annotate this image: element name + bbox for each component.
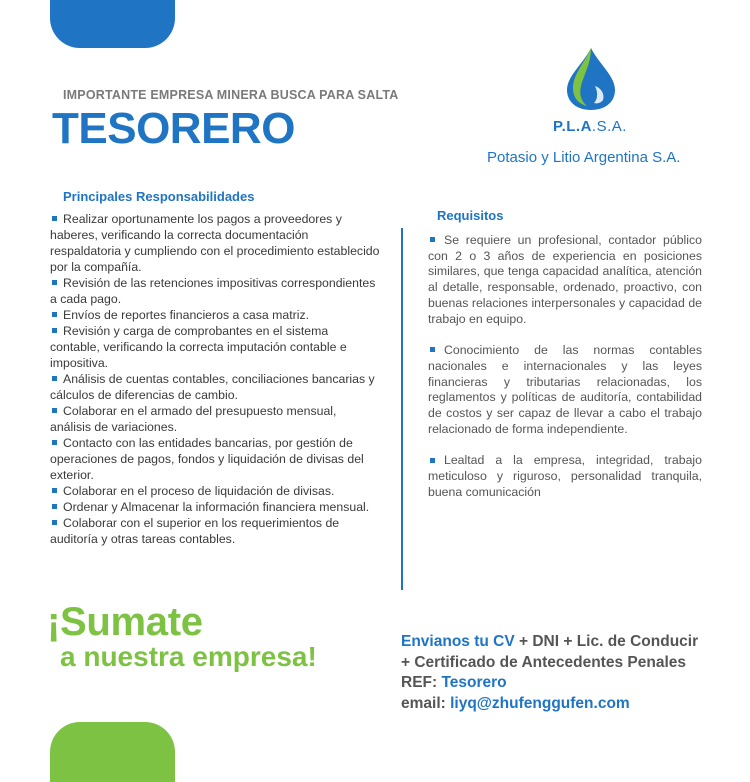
send-cv-highlight: Envianos tu CV [401,633,515,650]
list-item: Envíos de reportes financieros a casa matriz. [50,307,380,323]
column-divider [401,228,403,590]
ref-value: Tesorero [441,674,507,691]
bullet-icon [52,328,57,333]
job-title: TESORERO [52,104,295,153]
bullet-icon [52,504,57,509]
logo-name-rest: .S.A. [591,118,627,135]
contact-line-certificate: + Certificado de Antecedentes Penales [401,653,686,671]
list-item: Colaborar en el proceso de liquidación de divisas. [50,483,380,499]
contact-line-send [401,632,698,653]
bullet-icon [52,280,57,285]
responsibilities-list [50,211,380,547]
top-decoration-tab [50,0,175,48]
list-item: Revisión de las retenciones impositivas correspondientes a cada pago. [50,276,376,306]
list-item: Análisis de cuentas contables, conciliaciones bancarias y cálculos de diferencias de cambio. [50,372,375,402]
email-link[interactable]: liyq@zhufenggufen.com [450,694,630,712]
ref-label: REF: [401,674,442,691]
list-item: Conocimiento de las normas contables nacionales e internacionales y las leyes financieras y tributarias relacionadas, los reglamentos y políticas de auditoría, contabilidad de costos y ser capaz de llevar a cabo el trabajo relacionado de forma independiente. [428,343,702,436]
header-subtitle: IMPORTANTE EMPRESA MINERA BUSCA PARA SALTA [63,88,399,102]
list-item: Contacto con las entidades bancarias, por gestión de operaciones de pagos, fondos y liquidación de divisas del exterior. [50,436,364,482]
list-item: Realizar oportunamente los pagos a proveedores y haberes, verificando la correcta documentación respaldatoria y cumpliendo con el procedimiento establecido por la compañía. [50,212,380,274]
list-item: Colaborar en el armado del presupuesto mensual, análisis de variaciones. [50,404,337,434]
bullet-icon [52,488,57,493]
list-item: Colaborar con el superior en los requerimientos de auditoría y otras tareas contables. [50,516,340,546]
bullet-icon [430,237,435,242]
list-item: Se requiere un profesional, contador público con 2 o 3 años de experiencia en posiciones similares, que tenga capacidad analítica, atención al detalle, responsable, ordenado, proactivo, con buenas relaciones interpersonales y capacidad de trabajo en equipo. [428,233,702,326]
bullet-icon [52,312,57,317]
email-label: email: [401,694,451,712]
requirements-list [428,233,702,517]
list-item: Revisión y carga de comprobantes en el sistema contable, verificando la correcta imputación contable e impositiva. [50,324,347,370]
responsibilities-heading: Principales Responsabilidades [63,189,255,204]
bullet-icon [430,347,435,352]
logo-name-bold: P.L.A [553,118,592,135]
cta-subheadline: a nuestra empresa! [60,641,317,672]
bullet-icon [430,458,435,463]
bullet-icon [52,408,57,413]
bullet-icon [52,520,57,525]
cta-headline: ¡Sumate [47,600,203,644]
contact-line-ref [401,673,698,694]
bullet-icon [52,216,57,221]
requirements-heading: Requisitos [437,208,504,223]
list-item: Lealtad a la empresa, integridad, trabajo meticuloso y riguroso, personalidad tranquila, buena comunicación [428,453,702,499]
water-drop-logo-icon [561,46,621,112]
bullet-icon [52,440,57,445]
bullet-icon [52,376,57,381]
logo-wordmark [553,118,627,135]
company-name: Potasio y Litio Argentina S.A. [487,149,681,166]
send-cv-rest: + DNI + Lic. de Conducir [514,633,699,650]
list-item: Ordenar y Almacenar la información financiera mensual. [50,499,380,515]
bottom-decoration-tab [50,722,175,782]
contact-line-email [401,694,698,715]
contact-block [401,632,698,714]
